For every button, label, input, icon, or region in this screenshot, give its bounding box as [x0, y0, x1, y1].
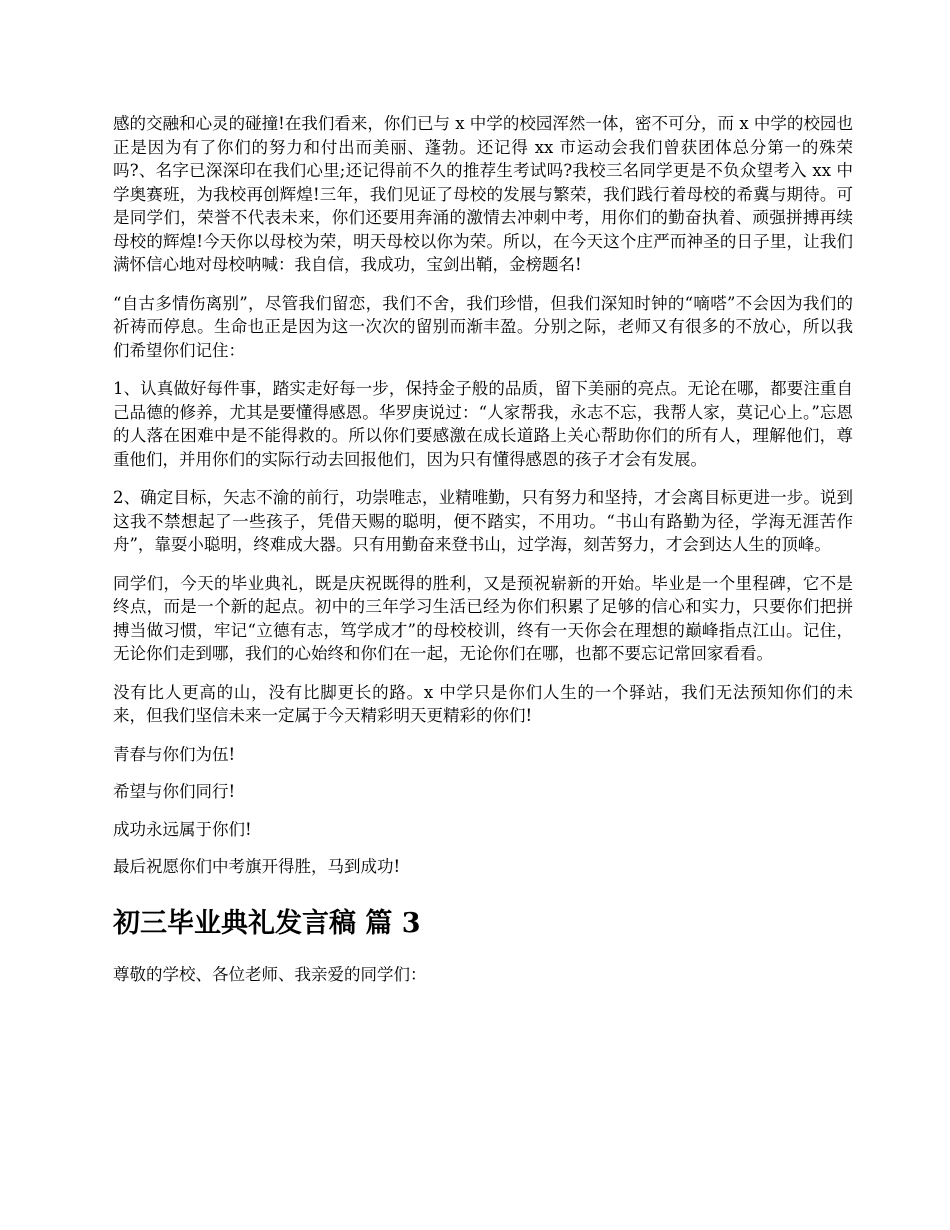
paragraph: “自古多情伤离别”，尽管我们留恋，我们不舍，我们珍惜，但我们深知时钟的“嘀嗒”不会因为我们的祈祷而停息。生命也正是因为这一次次的留别而渐丰盈。分别之际，老师又有很多的不放心，所以我们希望你们记住：	[113, 293, 853, 360]
closing-line: 成功永远属于你们!	[113, 819, 252, 839]
closing-line: 希望与你们同行!	[113, 782, 236, 801]
paragraph: 同学们，今天的毕业典礼，既是庆祝既得的胜利，又是预祝崭新的开始。毕业是一个里程碑，它不是终点，而是一个新的起点。初中的三年学习生活已经为你们积累了足够的信心和实力，只要你们把拼搏当做习惯，牢记“立德有志，笃学成才”的母校校训，终有一天你会在理想的巅峰指点江山。记住，无论你们走到哪，我们的心始终和你们在一起，无论你们在哪，也都不要忘记常回家看看。	[113, 573, 853, 663]
closing-line: 青春与你们为伍!	[113, 744, 236, 764]
salutation: 尊敬的学校、各位老师、我亲爱的同学们：	[113, 964, 427, 984]
paragraph: 2、确定目标，矢志不渝的前行，功崇唯志，业精唯勤，只有努力和坚持，才会离目标更进一步。说到这我不禁想起了一些孩子，凭借天赐的聪明，便不踏实，不用功。“书山有路勤为径，学海无涯苦作舟”，靠耍小聪明，终难成大器。只有用勤奋来登书山，过学海，刻苦努力，才会到达人生的顶峰。	[113, 488, 853, 554]
section-heading: 初三毕业典礼发言稿 篇 3	[113, 907, 421, 939]
document-page	[113, 112, 853, 1001]
paragraph: 1、认真做好每件事，踏实走好每一步，保持金子般的品质，留下美丽的亮点。无论在哪，都要注重自己品德的修养，尤其是要懂得感恩。华罗庚说过：“人家帮我，永志不忘，我帮人家，莫记心上。”忘恩的人落在困难中是不能得救的。所以你们要感激在成长道路上关心帮助你们的所有人，理解他们，尊重他们，并用你们的实际行动去回报他们，因为只有懂得感恩的孩子才会有发展。	[113, 379, 853, 469]
paragraph: 没有比人更高的山，没有比脚更长的路。x 中学只是你们人生的一个驿站，我们无法预知你们的未来，但我们坚信未来一定属于今天精彩明天更精彩的你们!	[113, 682, 853, 725]
closing-line: 最后祝愿你们中考旗开得胜，马到成功!	[113, 857, 401, 876]
paragraph: 感的交融和心灵的碰撞!在我们看来，你们已与 x 中学的校园浑然一体，密不可分，而 x 中学的校园也正是因为有了你们的努力和付出而美丽、蓬勃。还记得 xx 市运动会我们曾获团体总分第一的殊荣吗?、名字已深深印在我们心里;还记得前不久的推荐生考试吗?我校三名同学更是不负众望考入 xx 中学奥赛班，为我校再创辉煌!三年，我们见证了母校的发展与繁荣，我们践行着母校的希冀与期待。可是同学们，荣誉不代表未来，你们还要用奔涌的激情去冲刺中考，用你们的勤奋执着、顽强拼搏再续母校的辉煌!今天你以母校为荣，明天母校以你为荣。所以，在今天这个庄严而神圣的日子里，让我们满怀信心地对母校呐喊：我自信，我成功，宝剑出鞘，金榜题名!	[113, 114, 853, 274]
